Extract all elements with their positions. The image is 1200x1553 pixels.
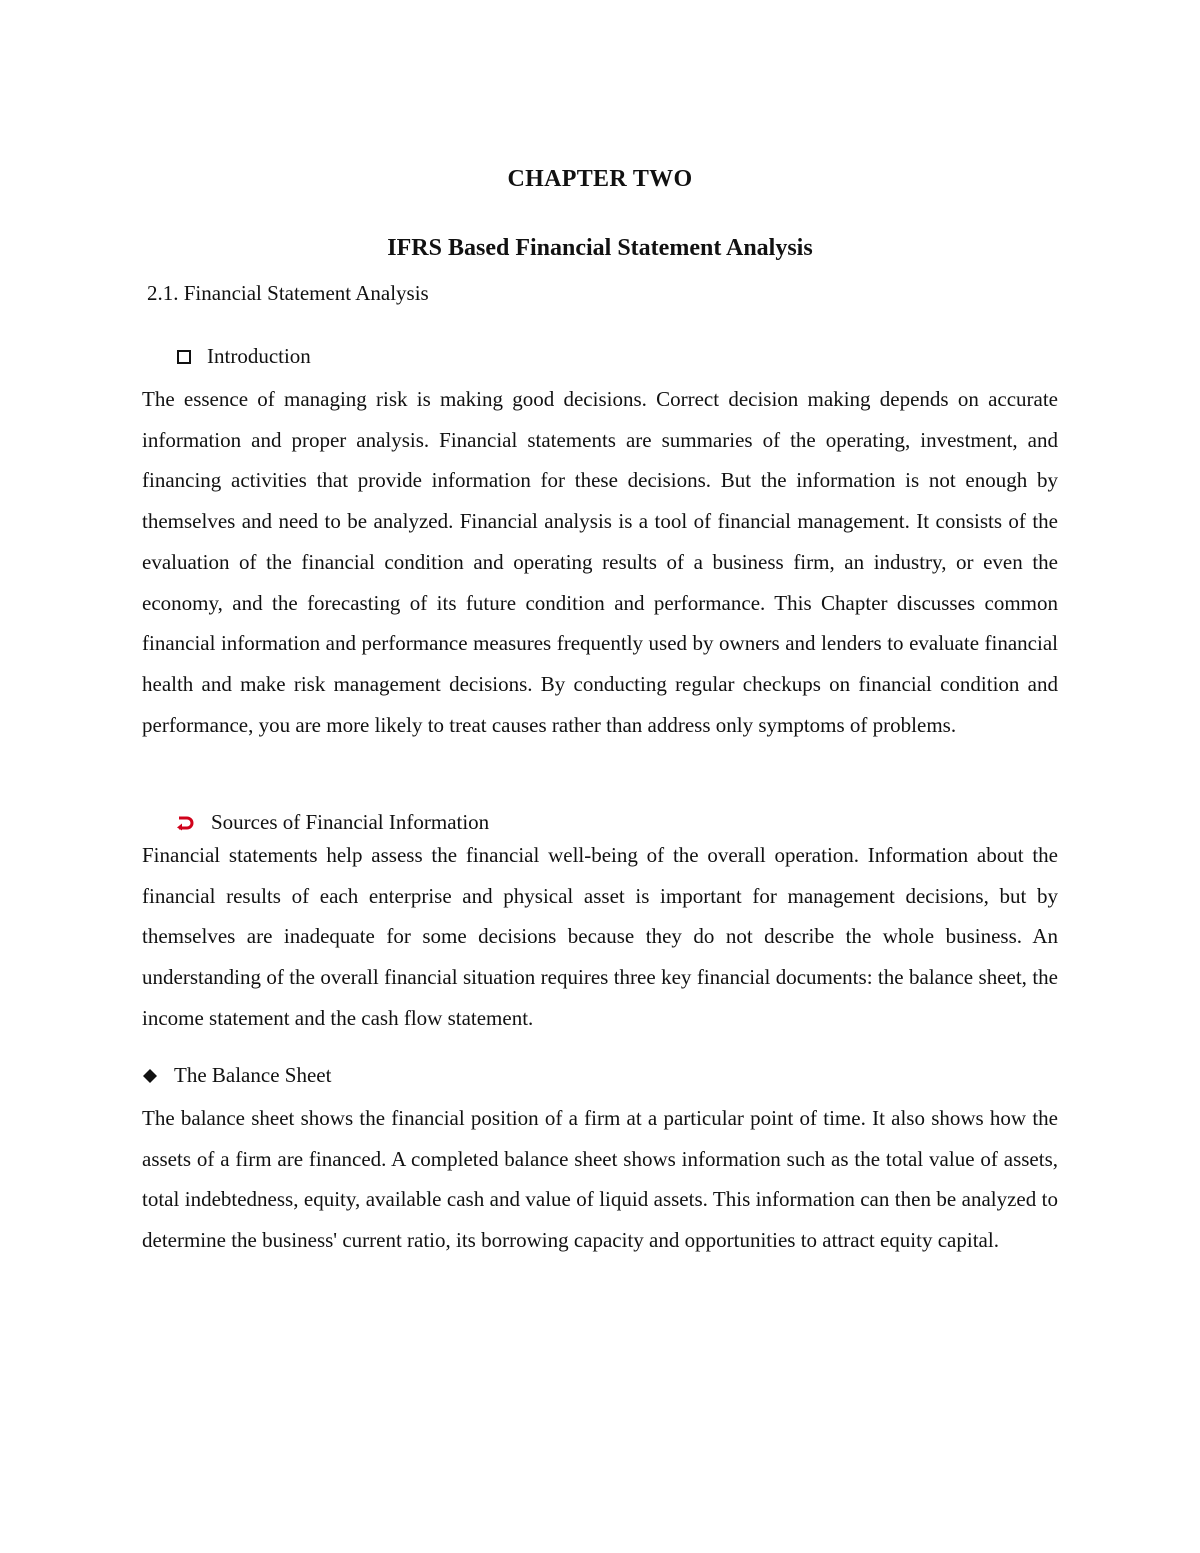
sources-heading-line — [177, 810, 489, 835]
introduction-heading-line — [177, 344, 311, 369]
sources-heading: Sources of Financial Information — [211, 810, 490, 834]
balance-sheet-heading: The Balance Sheet — [174, 1063, 332, 1087]
introduction-heading: Introduction — [207, 344, 311, 368]
document-title: IFRS Based Financial Statement Analysis — [387, 235, 813, 261]
diamond-icon — [142, 1068, 158, 1084]
hollow-square-icon — [177, 350, 191, 364]
introduction-paragraph: The essence of managing risk is making good decisions. Correct decision making depends on accurate information and proper analysis. Financial statements are summaries of the operating, investment, and financing activities that provide information for these decisions. But the information is not enough by themselves and need to be analyzed. Financial analysis is a tool of financial management. It consists of the evaluation of the financial condition and operating results of a business firm, an industry, or even the economy, and the forecasting of its future condition and performance. This Chapter discusses common financial information and performance measures frequently used by owners and lenders to evaluate financial health and make risk management decisions. By conducting regular checkups on financial condition and performance, you are more likely to treat causes rather than address only symptoms of problems. — [142, 387, 1058, 737]
sources-paragraph: Financial statements help assess the financial well-being of the overall operation. Information about the financial results of each enterprise and physical asset is important for management decisions, but by themselves are inadequate for some decisions because they do not describe the whole business. An understanding of the overall financial situation requires three key financial documents: the balance sheet, the income statement and the cash flow statement. — [142, 843, 1058, 1030]
balance-sheet-heading-line — [142, 1063, 331, 1088]
section-heading: 2.1. Financial Statement Analysis — [147, 281, 429, 305]
curved-arrow-icon — [177, 815, 195, 831]
chapter-title: CHAPTER TWO — [507, 166, 693, 192]
balance-sheet-paragraph: The balance sheet shows the financial position of a firm at a particular point of time. It also shows how the assets of a firm are financed. A completed balance sheet shows information such as the total value of assets, total indebtedness, equity, available cash and value of liquid assets. This information can then be analyzed to determine the business' current ratio, its borrowing capacity and opportunities to attract equity capital. — [142, 1106, 1058, 1253]
